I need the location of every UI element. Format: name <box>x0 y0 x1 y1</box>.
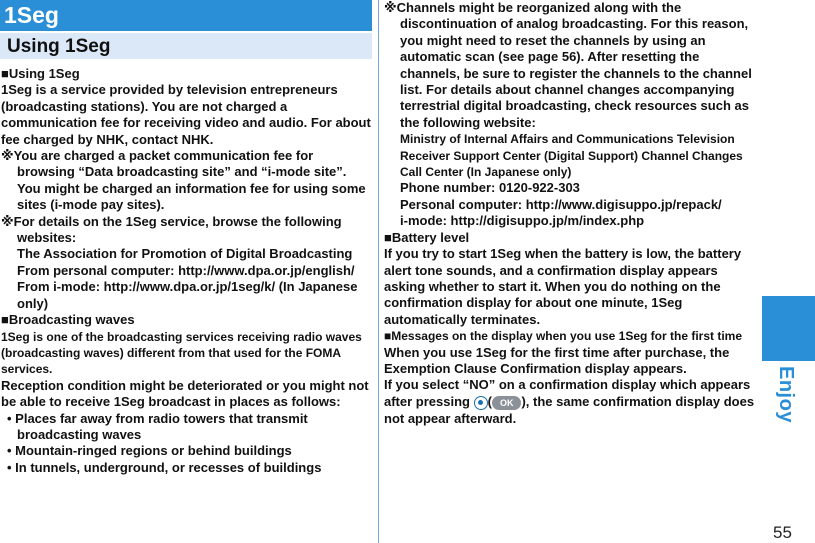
association-name: The Association for Promotion of Digital Broadcasting <box>17 246 353 262</box>
left-column <box>1 66 371 476</box>
paragraph-intro: 1Seg is a service provided by television entrepreneurs (broadcasting stations). You are not charged a communication fee for receiving video and audio. For about fee charged by NHK, contact NHK. <box>1 82 371 147</box>
page-title: 1Seg <box>0 0 372 31</box>
support-phone: Phone number: 0120-922-303 <box>400 180 580 196</box>
right-column <box>384 0 759 427</box>
column-divider <box>378 0 379 543</box>
confirmation-text-after: ), the same confirmation display does not appear afterward. <box>384 393 755 426</box>
list-item: • Mountain-ringed regions or behind buildings <box>7 443 292 459</box>
list-item: • Places far away from radio towers that transmit broadcasting waves <box>7 410 308 442</box>
heading-broadcasting-waves: ■Broadcasting waves <box>1 312 135 328</box>
association-imode-url: From i-mode: http://www.dpa.or.jp/1seg/k/ (In Japanese only) <box>17 279 358 311</box>
support-imode-url: i-mode: http://digisuppo.jp/m/index.php <box>400 213 645 229</box>
paragraph-broadcasting-waves: 1Seg is one of the broadcasting services receiving radio waves (broadcasting waves) different from that used for the FOMA services. <box>1 329 362 377</box>
support-center-name: Ministry of Internal Affairs and Communications Television Receiver Support Center (Digital Support) Channel Changes Call Center (In Japanese only) <box>400 132 743 180</box>
heading-using-1seg: ■Using 1Seg <box>1 66 80 81</box>
heading-messages: ■Messages on the display when you use 1Seg for the first time <box>384 329 743 344</box>
paragraph-confirmation <box>384 377 759 427</box>
list-item: • In tunnels, underground, or recesses of buildings <box>7 459 322 475</box>
paragraph-reception: Reception condition might be deteriorated or you might not be able to receive 1Seg broadcast in places as follows: <box>1 377 369 410</box>
heading-battery-level: ■Battery level <box>384 229 470 245</box>
page-number: 55 <box>773 523 792 542</box>
navigation-key-icon <box>474 396 488 410</box>
paragraph-first-time: When you use 1Seg for the first time after purchase, the Exemption Clause Confirmation display appears. <box>384 344 730 376</box>
support-pc-url: Personal computer: http://www.digisuppo.jp/repack/ <box>400 196 722 212</box>
ok-key-icon: OK <box>492 396 522 410</box>
note-websites: ※For details on the 1Seg service, browse the following websites: <box>1 213 342 246</box>
side-tab-text: Enjoy <box>775 366 797 423</box>
section-heading: Using 1Seg <box>0 33 372 59</box>
confirmation-text-before: If you select “NO” on a confirmation display which appears after pressing <box>384 377 751 409</box>
association-pc-url: From personal computer: http://www.dpa.or.jp/english/ <box>17 262 355 278</box>
note-channel-reorganization: ※Channels might be reorganized along with the discontinuation of analog broadcasting. For this reason, you might need to reset the channels by using an automatic scan (see page 56). After resetting the channels, be sure to register the channels to the channel list. For details about channel changes accompanying terrestrial digital broadcasting, check resources such as the following website: <box>384 0 752 130</box>
key-combination: ( OK <box>474 394 522 410</box>
paragraph-battery: If you try to start 1Seg when the battery is low, the battery alert tone sounds, and a confirmation display appears asking whether to start it. When you do nothing on the confirmation display for about one minute, 1Seg automatically terminates. <box>384 246 742 327</box>
note-packet-fee: ※You are charged a packet communication fee for browsing “Data broadcasting site” and “i-mode site”. You might be charged an information fee for using some sites (i-mode pay sites). <box>1 148 366 213</box>
side-tab-label <box>762 361 815 431</box>
side-tab-marker <box>762 296 815 361</box>
